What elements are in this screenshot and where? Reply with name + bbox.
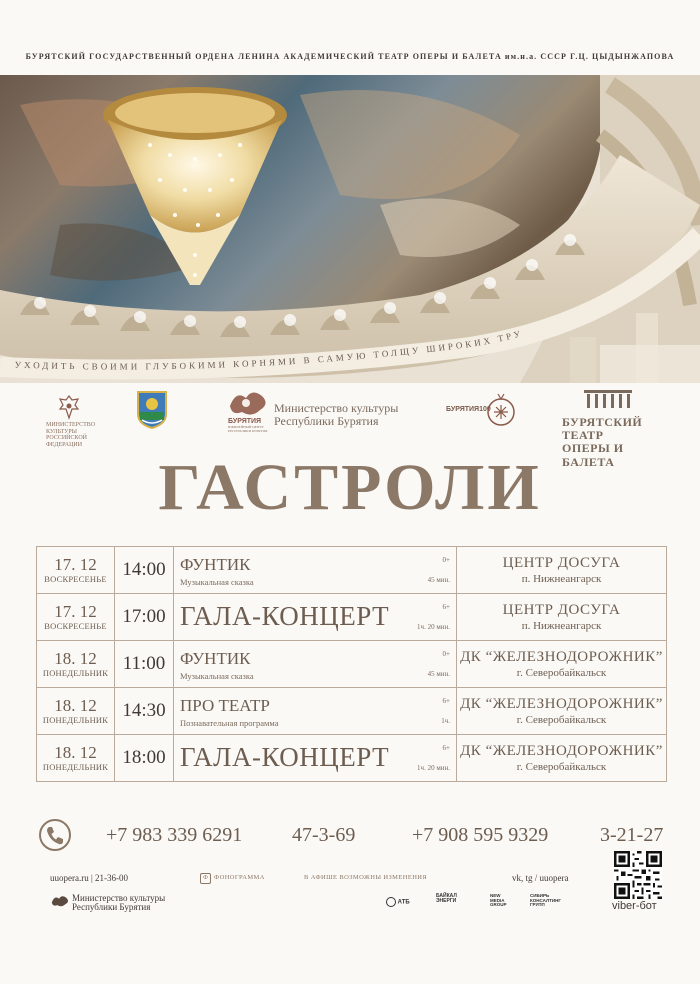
hero-image xyxy=(0,75,700,383)
schedule-body xyxy=(37,547,667,782)
date-cell xyxy=(37,594,115,641)
event-time: 14:30 xyxy=(115,688,174,735)
phone-number-2[interactable]: 47-3-69 xyxy=(292,824,356,846)
sponsor-baikal: БАЙКАЛ ЭНЕРГИ xyxy=(436,893,457,904)
phone-row xyxy=(0,818,700,854)
event-time: 11:00 xyxy=(115,641,174,688)
event-time: 14:00 xyxy=(115,547,174,594)
event-weekday: ВОСКРЕСЕНЬЕ xyxy=(44,620,107,631)
event-time: 18:00 xyxy=(115,735,174,782)
sponsor-atb: АТБ xyxy=(386,897,410,907)
venue-cell xyxy=(457,594,667,641)
buryatia-flower-icon xyxy=(226,388,270,418)
event-time: 17:00 xyxy=(115,594,174,641)
hero-inscription: УХОДИТЬ СВОИМИ ГЛУБОКИМИ КОРНЯМИ В САМУЮ ТОЛЩУ ШИРОКИХ ТРУ xyxy=(14,327,525,372)
phone-number-4[interactable]: 3-21-27 xyxy=(600,824,664,846)
ministry-rf-logo: МИНИСТЕРСТВО КУЛЬТУРЫ РОССИЙСКОЙ ФЕДЕРАЦИИ xyxy=(46,394,106,448)
event-weekday: ПОНЕДЕЛЬНИК xyxy=(42,714,109,725)
show-genre: Музыкальная сказка xyxy=(180,671,254,681)
show-title: ФУНТИК xyxy=(180,555,251,574)
social-links[interactable]: vk, tg / uuopera xyxy=(512,873,569,883)
institution-name: БУРЯТСКИЙ ГОСУДАРСТВЕННЫЙ ОРДЕНА ЛЕНИНА АКАДЕМИЧЕСКИЙ ТЕАТР ОПЕРЫ И БАЛЕТА им.н.а. СССР Г.Ц. ЦЫДЫНЖАПОВА xyxy=(25,52,675,61)
poster-title: ГАСТРОЛИ xyxy=(158,451,542,524)
footer-sponsors xyxy=(0,888,700,918)
venue-name: ЦЕНТР ДОСУГА xyxy=(502,602,621,619)
venue-city: г. Северобайкальск xyxy=(516,666,607,679)
show-title: ФУНТИК xyxy=(180,649,251,668)
schedule-row xyxy=(37,735,667,782)
buryatia-flower-icon xyxy=(50,892,70,910)
show-duration: 45 мин. xyxy=(427,670,450,678)
theatre-columns-icon xyxy=(584,390,632,408)
event-date: 17. 12 xyxy=(54,602,97,622)
venue-name: ДК “ЖЕЛЕЗНОДОРОЖНИК” xyxy=(460,649,663,666)
age-rating: 0+ xyxy=(442,556,450,564)
show-cell xyxy=(174,594,457,641)
date-cell xyxy=(37,688,115,735)
atb-logo-icon xyxy=(386,897,396,907)
venue-city: п. Нижнеангарск xyxy=(521,572,602,585)
show-cell xyxy=(174,547,457,594)
age-rating: 6+ xyxy=(442,603,450,611)
show-duration: 45 мин. xyxy=(427,576,450,584)
event-date: 18. 12 xyxy=(54,743,97,763)
event-date: 18. 12 xyxy=(54,696,97,716)
event-weekday: ПОНЕДЕЛЬНИК xyxy=(42,667,109,678)
ministry-culture-buryatia-logo: БУРЯТИЯ ЮБИЛЕЙНЫЙ ЦЕНТР РЕСПУБЛИКИ БУРЯТИЯ Министерство культуры Республики Бурятия xyxy=(226,388,416,432)
venue-city: п. Нижнеангарск xyxy=(521,619,602,632)
ornament-knot-icon xyxy=(486,390,516,430)
age-rating: 6+ xyxy=(442,697,450,705)
venue-cell xyxy=(457,688,667,735)
sponsor-sibir: СИБИРЬ КОНСАЛТИНГ ГРУПП xyxy=(530,893,561,907)
event-weekday: ПОНЕДЕЛЬНИК xyxy=(42,761,109,772)
viber-bot-label: viber-бот xyxy=(612,900,657,912)
show-title: ГАЛА-КОНЦЕРТ xyxy=(180,601,390,631)
date-cell xyxy=(37,641,115,688)
venue-cell xyxy=(457,735,667,782)
phone-number-3[interactable]: +7 908 595 9329 xyxy=(412,824,549,846)
schedule-row xyxy=(37,547,667,594)
venue-city: г. Северобайкальск xyxy=(516,760,607,773)
show-duration: 1ч. xyxy=(441,717,450,725)
show-cell xyxy=(174,688,457,735)
viber-qr-code[interactable] xyxy=(614,851,662,899)
footer-ministry: Министерство культуры Республики Бурятия xyxy=(72,893,166,913)
phone-number-1[interactable]: +7 983 339 6291 xyxy=(106,824,243,846)
show-duration: 1ч. 20 мин. xyxy=(417,764,450,772)
age-rating: 0+ xyxy=(442,650,450,658)
venue-name: ДК “ЖЕЛЕЗНОДОРОЖНИК” xyxy=(460,743,663,760)
show-cell xyxy=(174,641,457,688)
show-title: ПРО ТЕАТР xyxy=(180,696,270,715)
event-weekday: ВОСКРЕСЕНЬЕ xyxy=(44,573,107,584)
changes-notice: В АФИШЕ ВОЗМОЖНЫ ИЗМЕНЕНИЯ xyxy=(304,874,428,881)
partner-logos: МИНИСТЕРСТВО КУЛЬТУРЫ РОССИЙСКОЙ ФЕДЕРАЦИИ БУРЯТИЯ ЮБИЛЕЙНЫЙ ЦЕНТР РЕСПУБЛИКИ БУРЯТИЯ Министерство культуры Республики Бурятия БУРЯТИЯ100 БУРЯТСКИЙ ТЕАТР ОПЕРЫ И БАЛЕТА xyxy=(0,388,700,448)
schedule-row xyxy=(37,594,667,641)
show-genre: Познавательная программа xyxy=(180,718,279,728)
website-link[interactable]: uuopera.ru | 21-36-00 xyxy=(50,873,129,883)
date-cell xyxy=(37,547,115,594)
eagle-emblem-icon xyxy=(58,394,80,420)
show-cell xyxy=(174,735,457,782)
event-date: 18. 12 xyxy=(54,649,97,669)
phonogram-note: ФОНОГРАММА xyxy=(214,874,265,881)
age-rating: 6+ xyxy=(442,744,450,752)
phonogram-icon: Ф xyxy=(200,873,211,884)
buryatia-coat-of-arms-icon xyxy=(136,390,168,435)
phone-icon xyxy=(38,818,72,852)
venue-name: ДК “ЖЕЛЕЗНОДОРОЖНИК” xyxy=(460,696,663,713)
show-genre: Музыкальная сказка xyxy=(180,577,254,587)
footer-info xyxy=(0,873,700,887)
schedule-table xyxy=(36,546,667,782)
schedule-row xyxy=(37,688,667,735)
venue-cell xyxy=(457,547,667,594)
venue-city: г. Северобайкальск xyxy=(516,713,607,726)
buryat-theatre-logo: БУРЯТСКИЙ ТЕАТР ОПЕРЫ И БАЛЕТА xyxy=(562,390,672,469)
venue-cell xyxy=(457,641,667,688)
venue-name: ЦЕНТР ДОСУГА xyxy=(502,555,621,572)
event-date: 17. 12 xyxy=(54,555,97,575)
show-duration: 1ч. 20 мин. xyxy=(417,623,450,631)
date-cell xyxy=(37,735,115,782)
schedule-row xyxy=(37,641,667,688)
show-title: ГАЛА-КОНЦЕРТ xyxy=(180,742,390,772)
sponsor-nmg: NEW MEDIA GROUP xyxy=(490,893,507,907)
